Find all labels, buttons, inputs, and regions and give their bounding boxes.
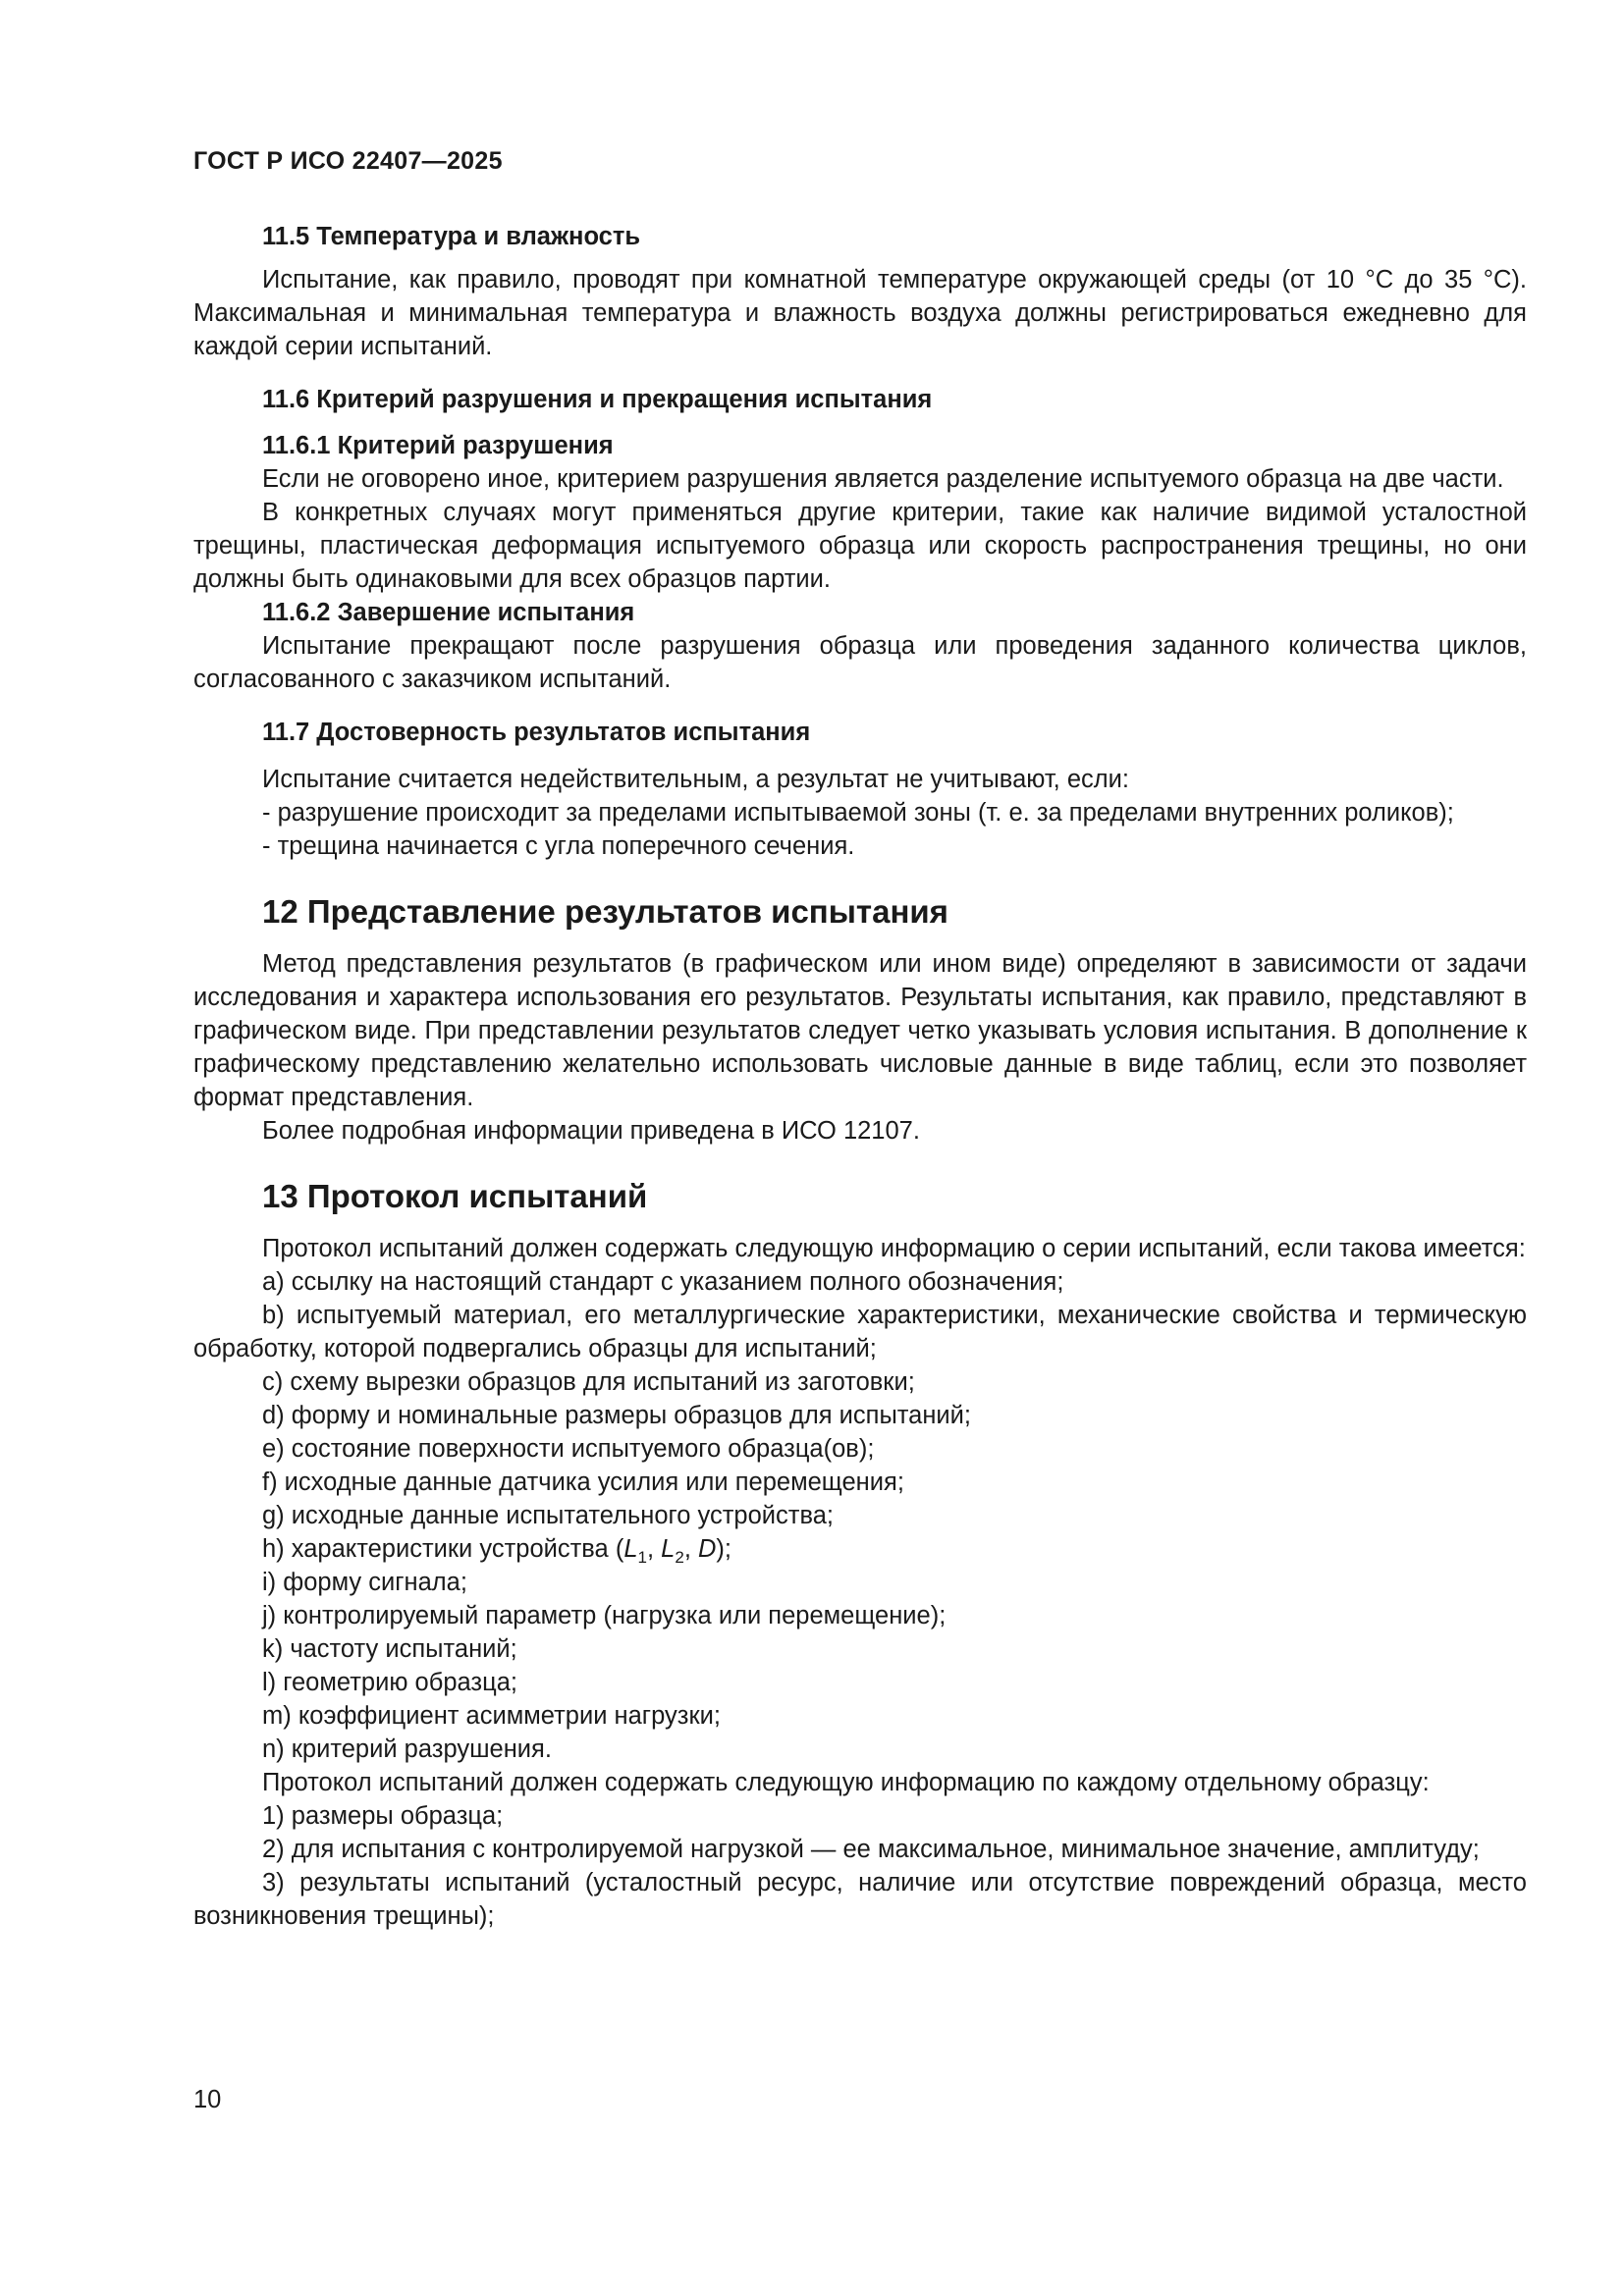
list-item: - трещина начинается с угла поперечного сечения. [262, 832, 855, 860]
page-number: 10 [193, 2086, 222, 2113]
list-item: e) состояние поверхности испытуемого образца(ов); [262, 1435, 875, 1463]
section-12-title: 12 Представление результатов испытания [262, 893, 948, 930]
list-item: n) критерий разрушения. [262, 1735, 552, 1763]
section-13-intro-2: Протокол испытаний должен содержать следующую информацию по каждому отдельному образцу: [262, 1769, 1430, 1796]
subscript-1: 1 [637, 1548, 647, 1568]
section-11-6-1-title: 11.6.1 Критерий разрушения [262, 432, 614, 459]
section-11-6-1-paragraph-1: Если не оговорено иное, критерием разрушения является разделение испытуемого образца на две части. [262, 465, 1504, 493]
section-13-intro: Протокол испытаний должен содержать следующую информацию о серии испытаний, если такова имеется: [262, 1235, 1526, 1262]
list-item: c) схему вырезки образцов для испытаний из заготовки; [262, 1368, 915, 1396]
list-item: f) исходные данные датчика усилия или перемещения; [262, 1468, 904, 1496]
symbol-l2: L [661, 1535, 676, 1563]
section-12-paragraph-2: Более подробная информации приведена в ИСО 12107. [262, 1117, 920, 1145]
list-item: a) ссылку на настоящий стандарт с указанием полного обозначения; [262, 1268, 1064, 1296]
list-item: - разрушение происходит за пределами испытываемой зоны (т. е. за пределами внутренних роликов); [262, 799, 1454, 827]
list-item: d) форму и номинальные размеры образцов для испытаний; [262, 1402, 972, 1429]
list-item-h: h) характеристики устройства ($L_1$, $L_2$, D); [262, 1535, 731, 1568]
section-11-7-title: 11.7 Достоверность результатов испытания [262, 719, 811, 746]
symbol-l1: L [623, 1535, 638, 1563]
list-item: 2) для испытания с контролируемой нагрузкой — ее максимальное, минимальное значение, амплитуду; [262, 1836, 1480, 1863]
list-item: 1) размеры образца; [262, 1802, 504, 1830]
section-11-5-title: 11.5 Температура и влажность [262, 223, 641, 250]
list-item: g) исходные данные испытательного устройства; [262, 1502, 834, 1529]
section-11-5-paragraph: Испытание, как правило, проводят при комнатной температуре окружающей среды (от 10 °C до 35 °C). Максимальная и минимальная температура и влажность воздуха должны регистрироваться ежедневно для каждой серии испытаний. [193, 266, 1527, 360]
symbol-d: D [697, 1535, 717, 1563]
document-header: ГОСТ Р ИСО 22407—2025 [193, 147, 503, 175]
list-item: k) частоту испытаний; [262, 1635, 517, 1663]
section-11-6-2-paragraph: Испытание прекращают после разрушения образца или проведения заданного количества циклов, согласованного с заказчиком испытаний. [193, 632, 1527, 693]
section-13-title: 13 Протокол испытаний [262, 1178, 648, 1214]
item-h-prefix: h) характеристики устройства ( [262, 1535, 624, 1563]
section-11-6-1-paragraph-2: В конкретных случаях могут применяться другие критерии, такие как наличие видимой усталостной трещины, пластическая деформация испытуемого образца или скорость распространения трещины, но они должны быть одинаковыми для всех образцов партии. [193, 499, 1527, 593]
list-item: j) контролируемый параметр (нагрузка или перемещение); [262, 1602, 947, 1629]
section-12-paragraph-1: Метод представления результатов (в графическом или ином виде) определяют в зависимости от задачи исследования и характера использования его результатов. Результаты испытания, как правило, представляют в графическом виде. При представлении результатов следует четко указывать условия испытания. В дополнение к графическому представлению желательно использовать числовые данные в виде таблиц, если это позволяет формат представления. [193, 950, 1527, 1111]
section-11-6-title: 11.6 Критерий разрушения и прекращения испытания [262, 386, 933, 413]
list-item: 3) результаты испытаний (усталостный ресурс, наличие или отсутствие повреждений образца, место возникновения трещины); [193, 1869, 1527, 1930]
section-11-7-paragraph: Испытание считается недействительным, а результат не учитывают, если: [262, 766, 1129, 793]
subscript-2: 2 [675, 1548, 684, 1568]
page-content [193, 220, 1527, 1933]
list-item: i) форму сигнала; [262, 1569, 467, 1596]
section-11-6-2-title: 11.6.2 Завершение испытания [262, 599, 635, 626]
list-item: m) коэффициент асимметрии нагрузки; [262, 1702, 721, 1730]
list-item: b) испытуемый материал, его металлургические характеристики, механические свойства и термическую обработку, которой подвергались образцы для испытаний; [193, 1302, 1527, 1362]
list-item: l) геометрию образца; [262, 1669, 517, 1696]
